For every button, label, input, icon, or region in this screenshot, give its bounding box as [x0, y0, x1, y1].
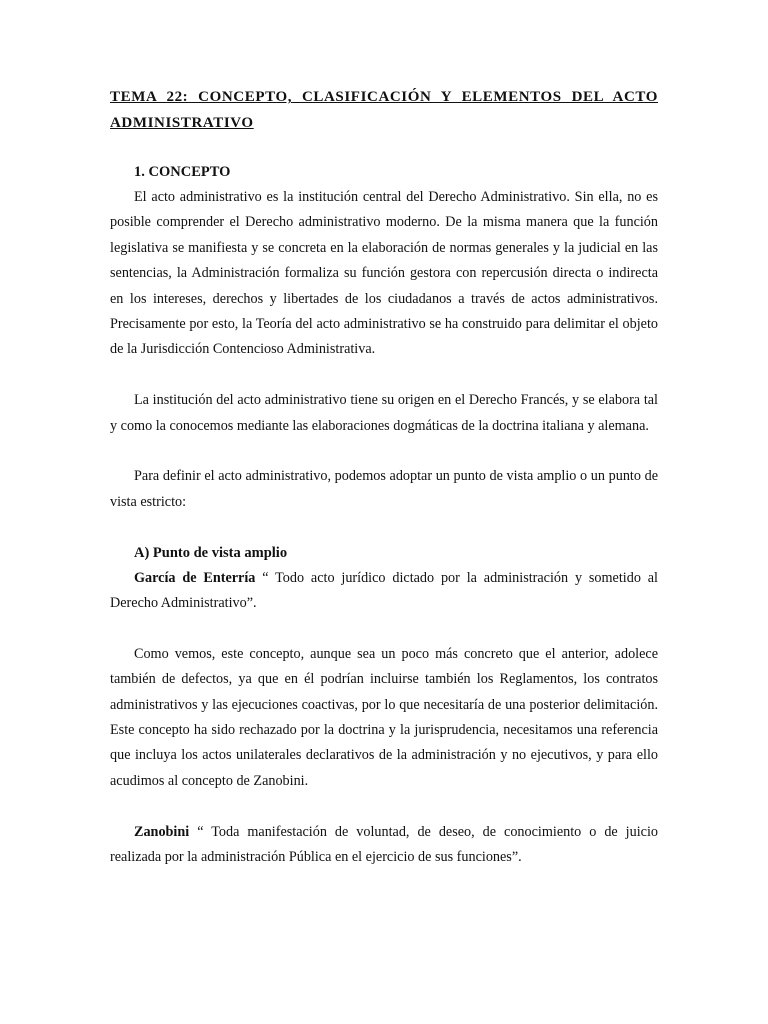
title-line-2: ADMINISTRATIVO: [110, 115, 254, 131]
paragraph-zanobini: [110, 820, 658, 871]
section-heading-concepto: 1. CONCEPTO: [134, 164, 231, 180]
subsection-heading-punto-amplio: A) Punto de vista amplio: [134, 544, 288, 561]
author-garcia-de-enterria: García de Enterría: [134, 569, 256, 586]
title-line-1: TEMA 22: CONCEPTO, CLASIFICACIÓN Y ELEMENTOS DEL ACTO: [110, 89, 658, 105]
document-page: [110, 84, 658, 870]
quote-zanobini: “ Toda manifestación de voluntad, de deseo, de conocimiento o de juicio realizada por la administración Pública en el ejercicio de sus funciones”.: [110, 823, 658, 866]
document-title: [110, 84, 658, 136]
paragraph-definir: Para definir el acto administrativo, podemos adoptar un punto de vista amplio o un punto de vista estricto:: [110, 468, 658, 510]
paragraph-garcia-de-enterria: [110, 566, 658, 617]
paragraph-acto-institucion: El acto administrativo es la institución central del Derecho Administrativo. Sin ella, no es posible comprender el Derecho administrativo moderno. De la misma manera que la función legislativa se manifiesta y se concreta en la elaboración de normas generales y la judicial en las sentencias, la Administración formaliza su función gestora con repercusión directa o indirecta en los intereses, derechos y libertades de los ciudadanos a través de actos administrativos. Precisamente por esto, la Teoría del acto administrativo se ha construido para delimitar el objeto de la Jurisdicción Contencioso Administrativa.: [110, 189, 658, 358]
paragraph-como-vemos: Como vemos, este concepto, aunque sea un poco más concreto que el anterior, adolece también de defectos, ya que en él podrían incluirse también los Reglamentos, los contratos administrativos y las ejecuciones coactivas, por lo que necesitaría de una posterior delimitación. Este concepto ha sido rechazado por la doctrina y la jurisprudencia, necesitamos una referencia que incluya los actos unilaterales declarativos de la administración y no ejecutivos, y para ello acudimos al concepto de Zanobini.: [110, 645, 658, 789]
paragraph-origen: La institución del acto administrativo tiene su origen en el Derecho Francés, y se elabora tal y como la conocemos mediante las elaboraciones dogmáticas de la doctrina italiana y alemana.: [110, 392, 658, 434]
quote-garcia-de-enterria: “ Todo acto jurídico dictado por la administración y sometido al Derecho Administrativo”.: [110, 569, 658, 612]
author-zanobini: Zanobini: [134, 823, 190, 840]
